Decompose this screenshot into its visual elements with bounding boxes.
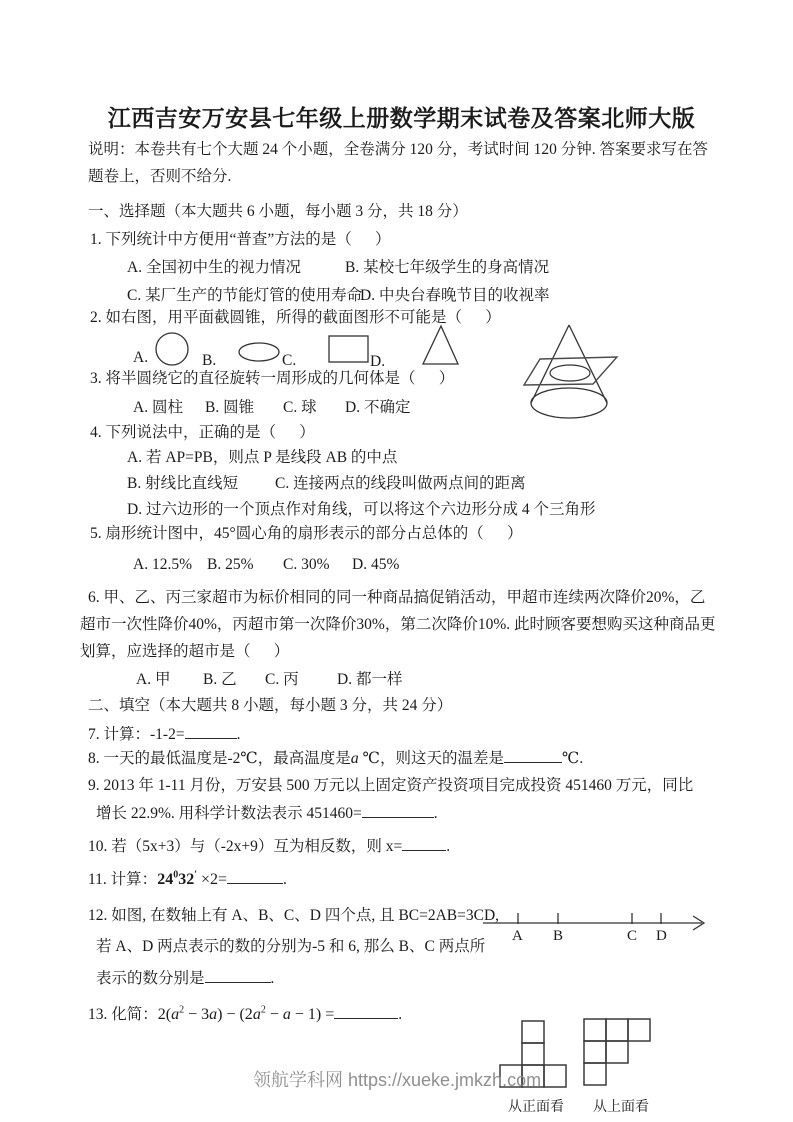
q10-answer-blank [402,836,446,851]
q9-line-1: 9. 2013 年 1-11 月份，万安县 500 万元以上固定资产投资项目完成投资 451460 万元，同比 [88,777,694,794]
q3-option-d: D. 不确定 [345,399,411,416]
q5-text: 5. 扇形统计图中，45°圆心角的扇形表示的部分占总体的（ ） [90,525,523,542]
q2-text: 2. 如右图，用平面截圆锥，所得的截面图形不可能是（ ） [90,309,501,326]
q2-shape-ellipse [237,341,281,363]
q4-option-a: A. 若 AP=PB，则点 P 是线段 AB 的中点 [127,449,398,466]
q8-text [88,748,583,769]
q2-shape-circle [153,330,191,368]
q1-text: 1. 下列统计中方便用“普查”方法的是（ ） [90,231,391,248]
q8-middle: ℃，则这天的温差是 [358,750,504,767]
q6-option-a: A. 甲 [136,671,171,688]
q7-prefix: 7. 计算：-1-2= [88,726,185,743]
q1-option-a: A. 全国初中生的视力情况 [127,259,301,276]
front-view-label: 从正面看 [508,1100,564,1115]
q9-period: . [433,805,438,822]
q5-option-c: C. 30% [283,556,330,573]
numberline-label-b: B [553,928,564,944]
top-view-label: 从上面看 [593,1100,649,1115]
q6-option-c: C. 丙 [265,671,299,688]
q8-variable-a: a [350,750,359,767]
q13-expression: $2(a^2 - 3a) - (2a^2 - a - 1)$ = [157,1004,335,1023]
section1-heading: 一、选择题（本大题共 6 小题，每小题 3 分，共 18 分） [88,203,468,220]
q1-option-b: B. 某校七年级学生的身高情况 [345,259,550,276]
q5-option-d: D. 45% [352,556,400,573]
q2-label-a: A. [133,349,149,366]
page-title: 江西吉安万安县七年级上册数学期末试卷及答案北师大版 [107,106,696,131]
q13-period: . [398,1006,403,1023]
q12-answer-blank [205,968,271,983]
q10-text [88,836,450,857]
q9-answer-blank [362,803,434,818]
q13-text [88,1004,402,1025]
q4-option-c: C. 连接两点的线段叫做两点间的距离 [275,475,526,492]
q12-period: . [270,970,275,987]
q12-line-2: 若 A、D 两点表示的数的分别为-5 和 6, 那么 B、C 两点所 [96,938,486,955]
q7-period: . [236,726,241,743]
q7-text [88,724,240,745]
q3-text: 3. 将半圆绕它的直径旋转一周形成的几何体是（ ） [90,370,455,387]
q13-prefix: 13. 化简： [88,1006,158,1023]
top-view-figure [583,1018,651,1088]
q3-option-a: A. 圆柱 [133,399,183,416]
intro-line-1: 说明：本卷共有七个大题 24 个小题，全卷满分 120 分，考试时间 120 分钟. 答案要求写在答 [88,141,709,158]
section2-heading: 二、填空（本大题共 8 小题，每小题 3 分，共 24 分） [88,697,453,714]
q3-option-c: C. 球 [283,399,317,416]
q6-option-b: B. 乙 [203,671,237,688]
intro-line-2: 题卷上，否则不给分. [88,168,232,185]
q11-prefix: 11. 计算： [88,871,158,888]
q3-option-b: B. 圆锥 [205,399,255,416]
q8-answer-blank [504,748,562,763]
q8-suffix: ℃. [561,750,584,767]
q5-option-a: A. 12.5% [133,556,192,573]
q13-answer-blank [334,1004,398,1019]
numberline-label-d: D [656,928,667,944]
q2-label-d: D. [370,353,386,370]
q7-answer-blank [185,724,237,739]
q12-line-1: 12. 如图, 在数轴上有 A、B、C、D 四个点, 且 BC=2AB=3CD, [88,907,500,924]
watermark-text: 领航学科网 https://xueke.jmkzh.com [253,1070,542,1090]
numberline-label-c: C [627,928,638,944]
q8-prefix: 8. 一天的最低温度是-2℃，最高温度是 [88,750,351,767]
q2-shape-rectangle [328,335,370,364]
q2-label-b: B. [202,352,217,369]
q9-prefix: 增长 22.9%. 用科学计数法表示 451460= [96,805,362,822]
q2-shape-triangle [419,323,461,367]
q12-prefix: 表示的数分别是 [96,970,205,987]
q12-line-3 [96,968,274,989]
q4-option-d: D. 过六边形的一个顶点作对角线，可以将这个六边形分成 4 个三角形 [127,501,596,518]
q6-line-3: 划算，应选择的超市是（ ） [80,643,290,660]
q1-option-d: D. 中央台春晚节目的收视率 [360,287,550,304]
q11-answer-blank [227,869,283,884]
q10-prefix: 10. 若（5x+3）与（-2x+9）互为相反数，则 x= [88,838,403,855]
numberline-label-a: A [512,928,523,944]
q5-option-b: B. 25% [207,556,254,573]
cone-cross-section-figure [505,315,640,430]
q1-option-c: C. 某厂生产的节能灯管的使用寿命 [127,287,363,304]
q2-label-c: C. [282,352,297,369]
q4-option-b: B. 射线比直线短 [127,475,239,492]
q11-text [88,869,287,890]
q6-option-d: D. 都一样 [337,671,403,688]
number-line-figure [478,903,713,931]
q6-line-2: 超市一次性降价40%，丙超市第一次降价30%，第二次降价10%. 此时顾客要想购买这种商品更 [80,616,716,633]
q10-period: . [446,838,451,855]
q11-expression: $24^032' \times 2=$ [157,869,228,888]
q4-text: 4. 下列说法中，正确的是（ ） [90,424,315,441]
q6-line-1: 6. 甲、乙、丙三家超市为标价相同的同一种商品搞促销活动，甲超市连续两次降价20%，乙 [88,589,706,606]
q11-period: . [283,871,287,888]
q9-line-2 [96,803,438,824]
